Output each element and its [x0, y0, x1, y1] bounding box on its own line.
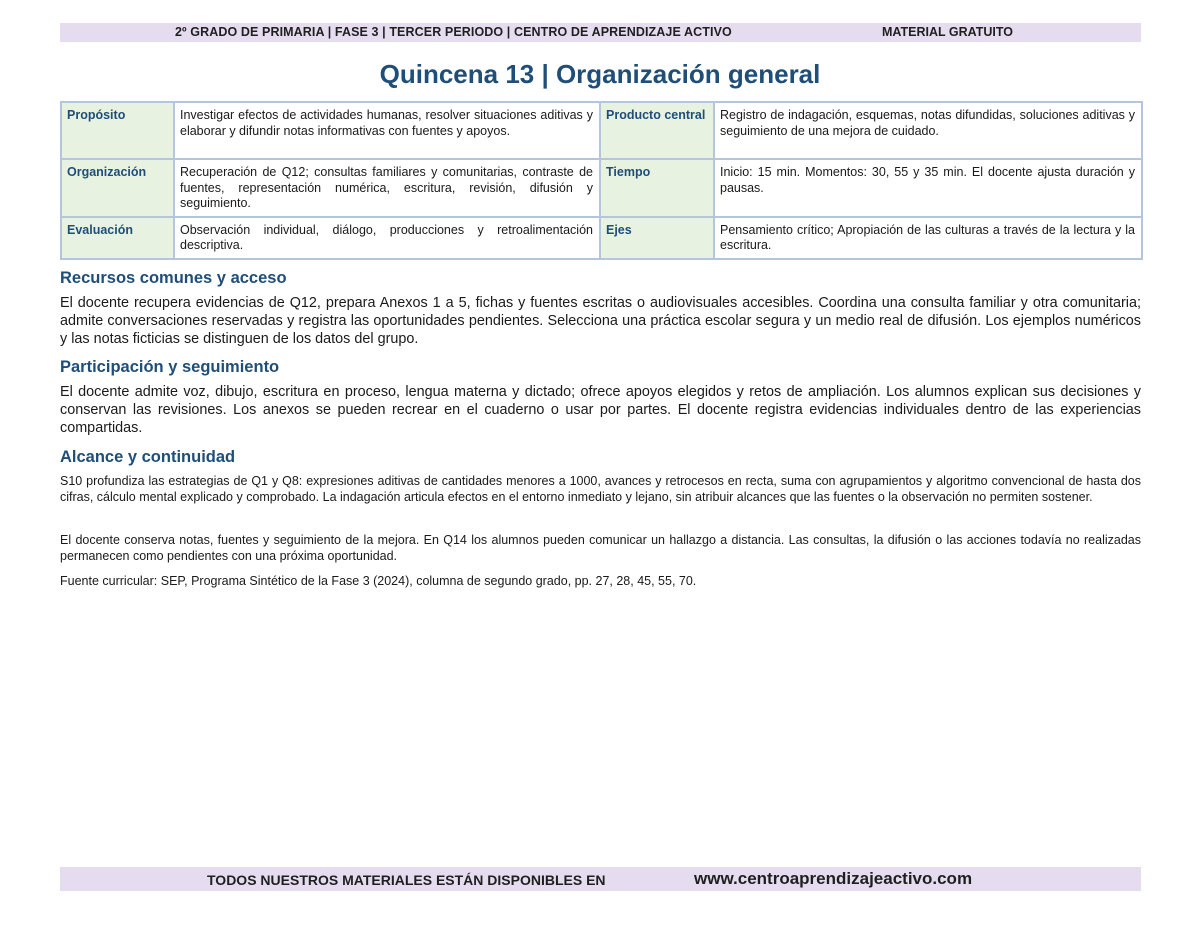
footer-band — [60, 867, 1141, 891]
table-row — [61, 159, 1142, 217]
website-link[interactable]: www.centroaprendizajeactivo.com — [694, 869, 973, 888]
header-course-info: 2º GRADO DE PRIMARIA | FASE 3 | TERCER PERIODO | CENTRO DE APRENDIZAJE ACTIVO — [175, 25, 732, 39]
table-row — [61, 217, 1142, 259]
heading-recursos: Recursos comunes y acceso — [60, 269, 287, 287]
value-ejes: Pensamiento crítico; Apropiación de las culturas a través de la lectura y la escritura. — [714, 217, 1142, 259]
label-tiempo: Tiempo — [600, 159, 714, 217]
header-free-material: MATERIAL GRATUITO — [882, 25, 1014, 39]
footer-text: TODOS NUESTROS MATERIALES ESTÁN DISPONIBLES EN — [207, 872, 606, 888]
label-organizacion: Organización — [61, 159, 174, 217]
label-evaluacion: Evaluación — [61, 217, 174, 259]
paragraph-participacion: El docente admite voz, dibujo, escritura en proceso, lengua materna y dictado; ofrece apoyos elegidos y retos de ampliación. Los alumnos explican sus decisiones y conservan las revisiones. Los anexos se pueden recrear en el cuaderno o usar por partes. El docente registra evidencias individuales dentro de las experiencias compartidas. — [60, 384, 1141, 436]
page-title: Quincena 13 | Organización general — [379, 59, 821, 89]
heading-participacion: Participación y seguimiento — [60, 358, 280, 376]
label-ejes: Ejes — [600, 217, 714, 259]
paragraph-alcance-1: S10 profundiza las estrategias de Q1 y Q8: expresiones aditivas de cantidades menores a 1000, avances y retrocesos en recta, suma con agrupamientos y algoritmo convencional de hasta dos cifras, cálculo mental explicado y comprobado. La indagación articula efectos en el entorno inmediato y lejano, sin atribuir alcances que las fuentes o la observación no permiten sostener. — [60, 474, 1141, 504]
heading-alcance: Alcance y continuidad — [60, 448, 236, 466]
table-row — [61, 102, 1142, 159]
value-tiempo: Inicio: 15 min. Momentos: 30, 55 y 35 min. El docente ajusta duración y pausas. — [714, 159, 1142, 217]
value-organizacion: Recuperación de Q12; consultas familiares y comunitarias, contraste de fuentes, representación numérica, escritura, revisión, difusión y seguimiento. — [174, 159, 600, 217]
value-producto-central: Registro de indagación, esquemas, notas difundidas, soluciones aditivas y seguimiento de una mejora de cuidado. — [714, 102, 1142, 159]
label-proposito: Propósito — [61, 102, 174, 159]
source-citation: Fuente curricular: SEP, Programa Sintético de la Fase 3 (2024), columna de segundo grado, pp. 27, 28, 45, 55, 70. — [60, 574, 697, 588]
header-band — [60, 23, 1141, 42]
label-producto-central: Producto central — [600, 102, 714, 159]
value-proposito: Investigar efectos de actividades humanas, resolver situaciones aditivas y elaborar y difundir notas informativas con fuentes y apoyos. — [174, 102, 600, 159]
paragraph-recursos: El docente recupera evidencias de Q12, prepara Anexos 1 a 5, fichas y fuentes escritas o audiovisuales accesibles. Coordina una consulta familiar y otra comunitaria; admite conversaciones reservadas y registra las oportunidades pendientes. Selecciona una práctica escolar segura y un medio real de difusión. Los ejemplos numéricos y las notas ficticias se distinguen de los datos del grupo. — [60, 295, 1141, 347]
paragraph-alcance-2: El docente conserva notas, fuentes y seguimiento de la mejora. En Q14 los alumnos pueden comunicar un hallazgo a distancia. Las consultas, la difusión o las acciones todavía no realizadas permanecen como pendientes con una próxima oportunidad. — [60, 533, 1141, 563]
value-evaluacion: Observación individual, diálogo, producciones y retroalimentación descriptiva. — [174, 217, 600, 259]
organization-table — [60, 101, 1143, 260]
